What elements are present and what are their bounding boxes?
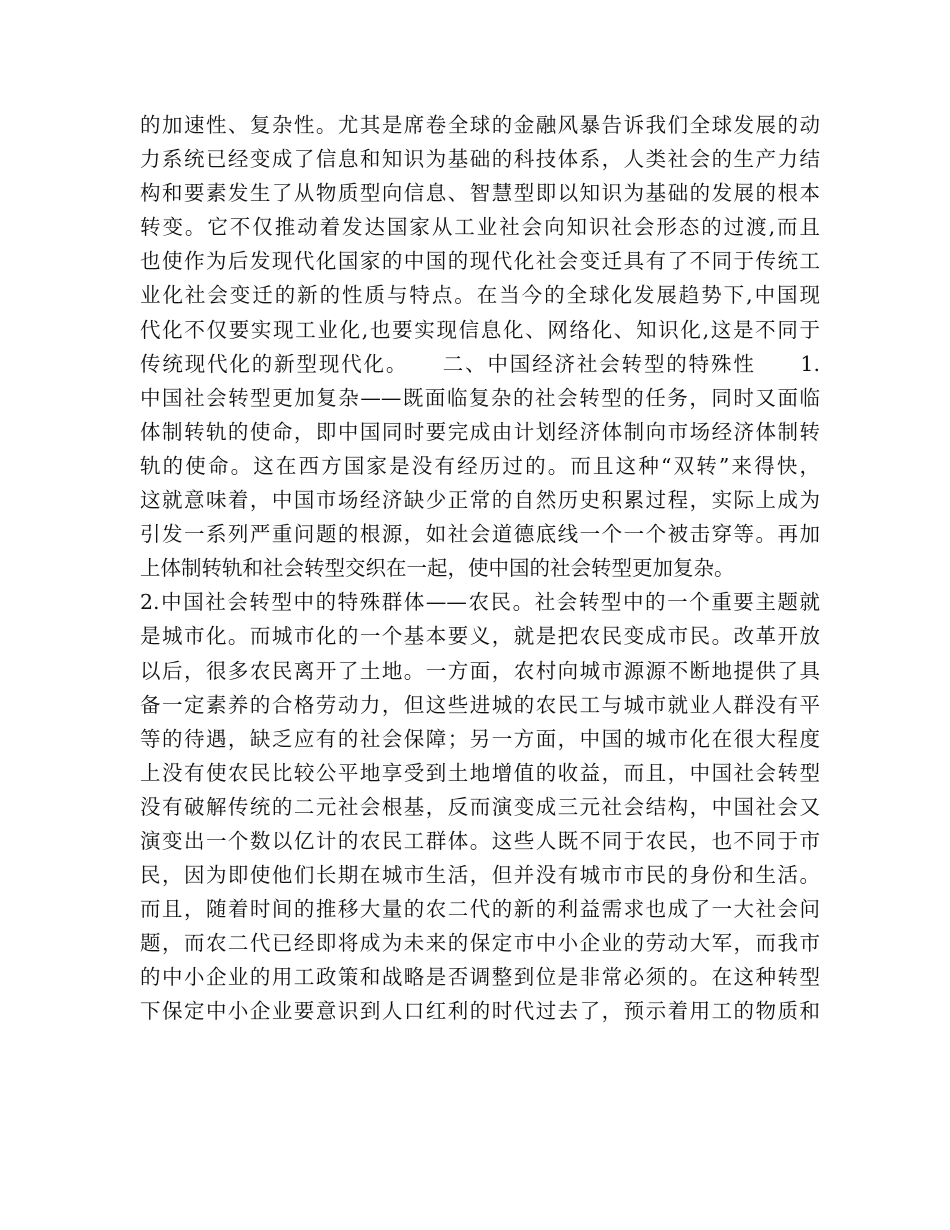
text-line: 轨的使命。这在西方国家是没有经历过的。而且这种“双转”来得快， [140, 453, 820, 478]
text-line: 业化社会变迁的新的性质与特点。在当今的全球化发展趋势下,中国现 [140, 283, 820, 308]
text-line: 的中小企业的用工政策和战略是否调整到位是非常必须的。在这种转型 [140, 965, 820, 990]
text-line: 的加速性、复杂性。尤其是席卷全球的金融风暴告诉我们全球发展的动 [140, 113, 820, 137]
text-line: 上体制转轨和社会转型交织在一起，使中国的社会转型更加复杂。 [140, 556, 735, 581]
text-line: 演变出一个数以亿计的农民工群体。这些人既不同于农民，也不同于市 [140, 828, 820, 853]
text-line: 而且，随着时间的推移大量的农二代的新的利益需求也成了一大社会问 [140, 897, 820, 922]
text-line: 这就意味着，中国市场经济缺少正常的自然历史积累过程，实际上成为 [140, 488, 820, 513]
body-text [140, 108, 820, 1029]
text-line: 等的待遇，缺乏应有的社会保障；另一方面，中国的城市化在很大程度 [140, 726, 820, 751]
text-line: 下保定中小企业要意识到人口红利的时代过去了，预示着用工的物质和 [140, 999, 820, 1024]
text-line: 上没有使农民比较公平地享受到土地增值的收益，而且，中国社会转型 [140, 760, 820, 785]
text-line: 引发一系列严重问题的根源，如社会道德底线一个一个被击穿等。再加 [140, 522, 820, 547]
text-line: 中国社会转型更加复杂——既面临复杂的社会转型的任务，同时又面临 [140, 385, 820, 410]
text-line: 题，而农二代已经即将成为未来的保定市中小企业的劳动大军，而我市 [140, 931, 820, 956]
text-line: 民，因为即使他们长期在城市生活，但并没有城市市民的身份和生活。 [140, 863, 820, 888]
text-line: 体制转轨的使命，即中国同时要完成由计划经济体制向市场经济体制转 [140, 419, 820, 444]
text-line: 代化不仅要实现工业化,也要实现信息化、网络化、知识化,这是不同于 [140, 317, 820, 342]
text-line: 没有破解传统的二元社会根基，反而演变成三元社会结构，中国社会又 [140, 794, 820, 819]
text-line: 2.中国社会转型中的特殊群体——农民。社会转型中的一个重要主题就 [140, 590, 820, 615]
text-line: 构和要素发生了从物质型向信息、智慧型即以知识为基础的发展的根本 [140, 181, 820, 206]
text-line: 以后，很多农民离开了土地。一方面，农村向城市源源不断地提供了具 [140, 658, 820, 683]
text-line: 转变。它不仅推动着发达国家从工业社会向知识社会形态的过渡,而且 [140, 215, 820, 240]
text-line: 力系统已经变成了信息和知识为基础的科技体系，人类社会的生产力结 [140, 147, 820, 172]
text-line: 是城市化。而城市化的一个基本要义，就是把农民变成市民。改革开放 [140, 624, 820, 649]
text-line: 备一定素养的合格劳动力，但这些进城的农民工与城市就业人群没有平 [140, 692, 820, 717]
text-line: 也使作为后发现代化国家的中国的现代化社会变迁具有了不同于传统工 [140, 249, 820, 274]
text-line: 传统现代化的新型现代化。 二、中国经济社会转型的特殊性 1. [140, 351, 820, 376]
